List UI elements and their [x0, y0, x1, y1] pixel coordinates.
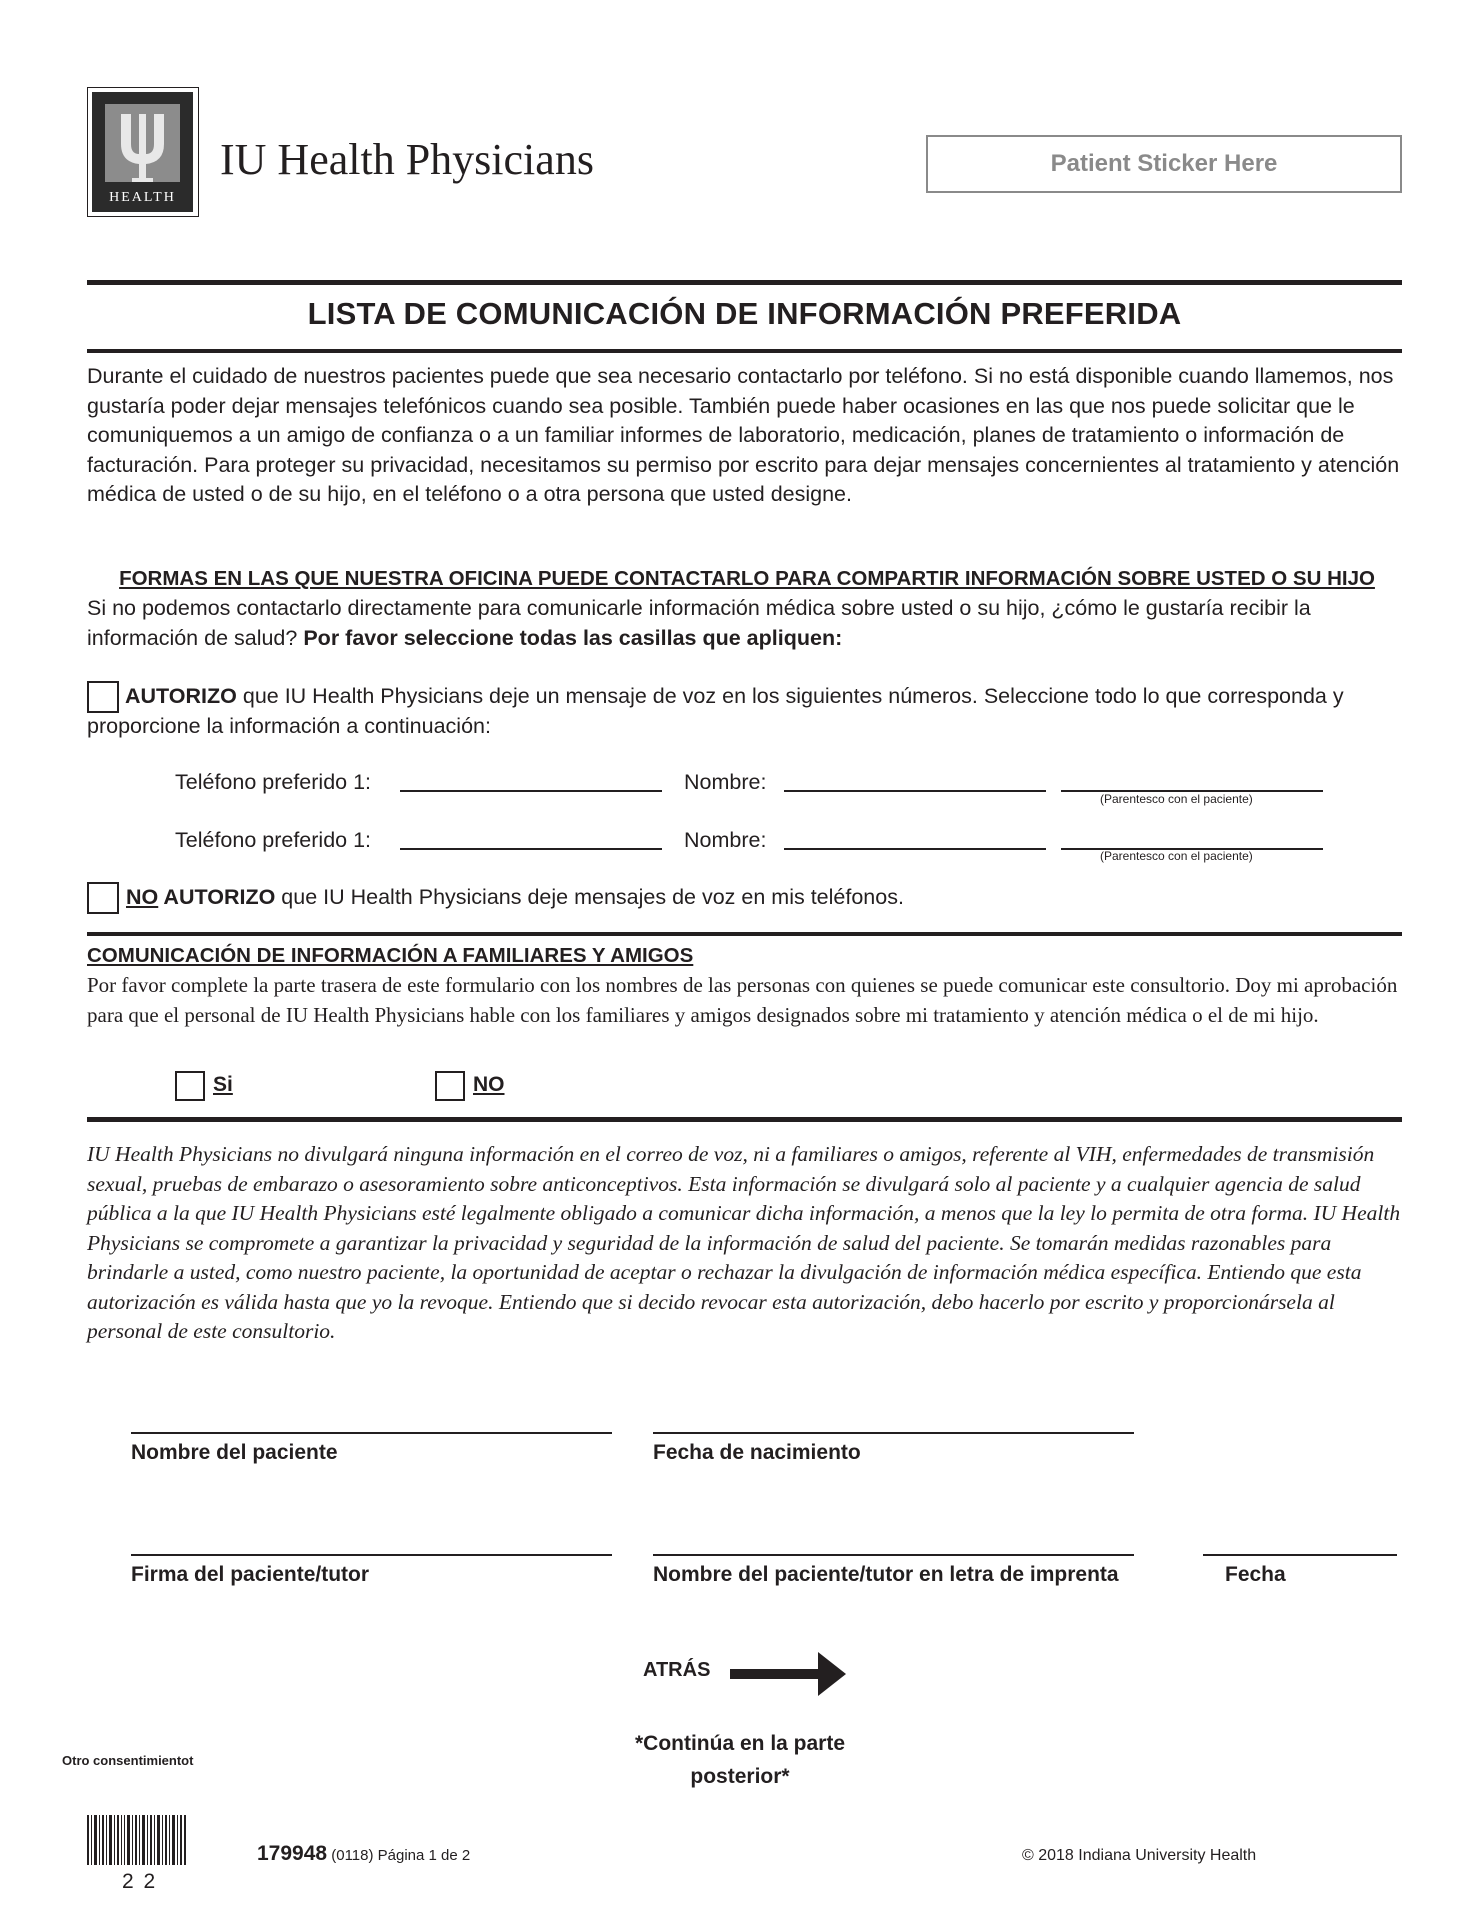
- name-label-1: Nombre:: [684, 770, 767, 794]
- name-input-2[interactable]: [784, 848, 1046, 850]
- family-yes-label: Si: [213, 1073, 233, 1096]
- divider: [87, 349, 1402, 353]
- authorize-bold: AUTORIZO: [125, 684, 237, 708]
- divider: [87, 280, 1402, 285]
- copyright: © 2018 Indiana University Health: [1022, 1847, 1257, 1864]
- barcode: [87, 1815, 187, 1865]
- patient-name-label: Nombre del paciente: [131, 1441, 338, 1464]
- patient-name-line[interactable]: [131, 1432, 612, 1434]
- barcode-number: 2 2: [122, 1870, 158, 1893]
- phone-input-2[interactable]: [400, 848, 662, 850]
- contact-question: [87, 594, 1407, 653]
- no-authorize-rest: que IU Health Physicians deje mensajes de voz en mis teléfonos.: [275, 885, 904, 909]
- continue-note: [580, 1727, 900, 1793]
- printed-name-line[interactable]: [653, 1554, 1134, 1556]
- continue-line-1: *Continúa en la parte: [634, 1732, 846, 1755]
- name-label-2: Nombre:: [684, 828, 767, 852]
- consent-category: Otro consentimientot: [62, 1753, 194, 1768]
- signature-line[interactable]: [131, 1554, 612, 1556]
- patient-sticker-area: Patient Sticker Here: [926, 135, 1402, 193]
- birth-date-label: Fecha de nacimiento: [653, 1441, 861, 1464]
- signature-label: Firma del paciente/tutor: [131, 1563, 370, 1586]
- family-no-checkbox[interactable]: [435, 1071, 465, 1101]
- divider: [87, 1117, 1402, 1122]
- no-authorize-bold: AUTORIZO: [158, 885, 276, 909]
- date-line[interactable]: [1203, 1554, 1397, 1556]
- arrow-right-icon: [730, 1652, 846, 1696]
- authorize-text: [87, 682, 1407, 741]
- instruction-text: Por favor seleccione todas las casillas que apliquen:: [303, 625, 843, 650]
- trident-icon: [105, 104, 180, 182]
- logo-health-text: HEALTH: [109, 190, 176, 205]
- name-input-1[interactable]: [784, 790, 1046, 792]
- family-no-label: NO: [473, 1073, 505, 1096]
- relation-caption-2: (Parentesco con el paciente): [1100, 849, 1253, 863]
- authorize-rest: que IU Health Physicians deje un mensaje de voz en los siguientes números. Seleccione todo lo que corresponda y proporcione la información a continuación:: [87, 684, 1344, 738]
- printed-name-label: Nombre del paciente/tutor en letra de imprenta: [653, 1563, 1119, 1586]
- divider: [87, 932, 1402, 936]
- phone-input-1[interactable]: [400, 790, 662, 792]
- contact-section-heading: FORMAS EN LAS QUE NUESTRA OFICINA PUEDE CONTACTARLO PARA COMPARTIR INFORMACIÓN SOBRE USTED O SU HIJO: [119, 567, 1375, 590]
- question-text: Si no podemos contactarlo directamente para comunicarle información médica sobre usted o su hijo, ¿cómo le gustaría recibir la información de salud?: [87, 596, 1311, 650]
- form-revision: (0118) Página 1 de 2: [327, 1847, 471, 1864]
- org-name: IU Health Physicians: [220, 135, 594, 184]
- page-title: LISTA DE COMUNICACIÓN DE INFORMACIÓN PREFERIDA: [307, 296, 1182, 331]
- family-section-body: Por favor complete la parte trasera de este formulario con los nombres de las personas con quienes se puede comunicar este consultorio. Doy mi aprobación para que el personal de IU Health Physicians hable con los familiares y amigos designados sobre mi tratamiento y atención médica o el de mi hijo.: [87, 973, 1398, 1027]
- no-authorize-checkbox[interactable]: [87, 882, 119, 914]
- phone-label-2: Teléfono preferido 1:: [175, 828, 372, 852]
- back-label: ATRÁS: [643, 1659, 711, 1681]
- intro-paragraph: Durante el cuidado de nuestros pacientes puede que sea necesario contactarlo por teléfono. Si no está disponible cuando llamemos, nos gustaría poder dejar mensajes telefónicos cuando sea posible. También puede haber ocasiones en las que nos puede solicitar que le comuniquemos a un amigo de confianza o a un familiar informes de laboratorio, medicación, planes de tratamiento o información de facturación. Para proteger su privacidad, necesitamos su permiso por escrito para dejar mensajes concernientes al tratamiento y atención médica de usted o de su hijo, en el teléfono o a otra persona que usted designe.: [87, 364, 1400, 506]
- phone-label-1: Teléfono preferido 1:: [175, 770, 372, 794]
- no-authorize-text: [126, 883, 1326, 913]
- birth-date-line[interactable]: [653, 1432, 1134, 1434]
- form-id: [257, 1842, 470, 1866]
- iu-health-logo: [87, 87, 199, 217]
- family-yes-checkbox[interactable]: [175, 1071, 205, 1101]
- date-label: Fecha: [1225, 1563, 1286, 1586]
- no-underlined: NO: [126, 885, 159, 909]
- relation-caption-1: (Parentesco con el paciente): [1100, 792, 1253, 806]
- continue-line-2: posterior*: [690, 1765, 790, 1788]
- family-section-heading: COMUNICACIÓN DE INFORMACIÓN A FAMILIARES Y AMIGOS: [87, 944, 694, 967]
- form-number: 179948: [257, 1842, 328, 1865]
- disclaimer-paragraph: IU Health Physicians no divulgará ninguna información en el correo de voz, ni a familiares o amigos, referente al VIH, enfermedades de transmisión sexual, pruebas de embarazo o asesoramiento sobre anticonceptivos. Esta información se divulgará solo al paciente y a cualquier agencia de salud pública a la que IU Health Physicians esté legalmente obligado a comunicar dicha información, a menos que la ley lo permita de otra forma. IU Health Physicians se compromete a garantizar la privacidad y seguridad de la información de salud del paciente. Se tomarán medidas razonables para brindarle a usted, como nuestro paciente, la oportunidad de aceptar o rechazar la divulgación de información médica específica. Entiendo que esta autorización es válida hasta que yo la revoque. Entiendo que si decido revocar esta autorización, debo hacerlo por escrito y proporcionársela al personal de este consultorio.: [87, 1142, 1401, 1343]
